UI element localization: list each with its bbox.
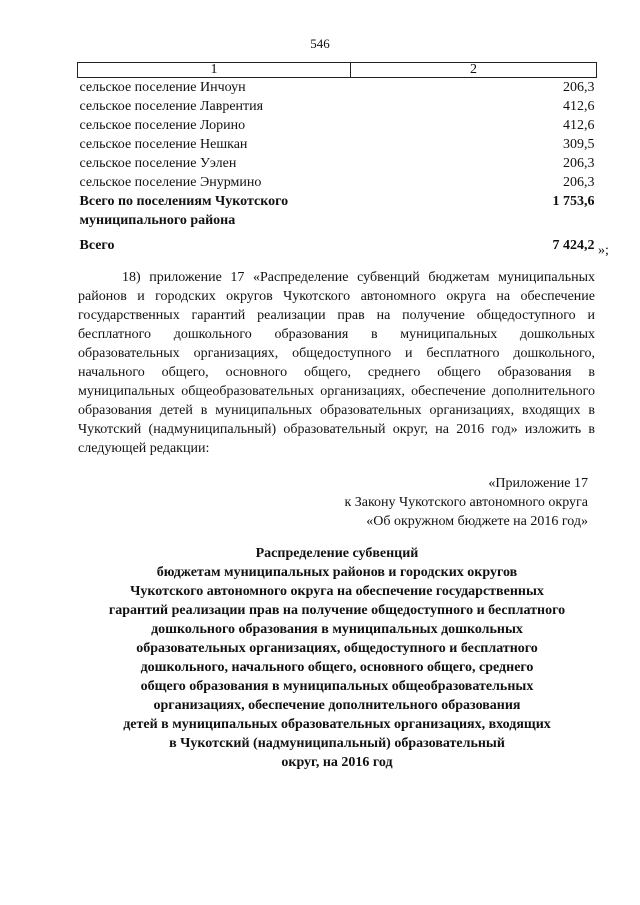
- appendix-line-2: к Закону Чукотского автономного округа: [344, 495, 588, 510]
- section-heading: [77, 544, 597, 772]
- table-row: [78, 173, 597, 192]
- row-value: 412,6: [563, 99, 595, 114]
- heading-line: Чукотского автономного округа на обеспечение государственных: [130, 584, 544, 599]
- budget-table: [77, 62, 597, 255]
- subtotal-label: [78, 192, 351, 230]
- row-name: сельское поселение Лорино: [79, 118, 246, 133]
- subtotal-label-line-1: Всего по поселениям Чукотского: [79, 194, 289, 209]
- row-name: сельское поселение Лаврентия: [79, 99, 264, 114]
- row-value: 412,6: [563, 118, 595, 133]
- heading-line: детей в муниципальных образовательных организациях, входящих: [123, 717, 551, 732]
- row-name: сельское поселение Энурмино: [79, 175, 262, 190]
- heading-line: общего образования в муниципальных общеобразовательных: [140, 679, 534, 694]
- heading-line: гарантий реализации прав на получение общедоступного и бесплатного: [108, 603, 566, 618]
- table-header-row: [78, 63, 597, 78]
- table-row: [78, 116, 597, 135]
- appendix-reference: [344, 474, 588, 531]
- appendix-line-3: «Об окружном бюджете на 2016 год»: [366, 514, 588, 529]
- subtotal-value: 1 753,6: [552, 194, 595, 209]
- subtotal-label-line-2: муниципального района: [79, 213, 236, 228]
- heading-line: Распределение субвенций: [255, 546, 419, 561]
- appendix-line-1: «Приложение 17: [488, 476, 588, 491]
- row-name: сельское поселение Уэлен: [79, 156, 237, 171]
- closing-quote-mark: »;: [598, 243, 609, 258]
- heading-line: организациях, обеспечение дополнительного образования: [153, 698, 521, 713]
- heading-line: бюджетам муниципальных районов и городских округов: [156, 565, 518, 580]
- row-value: 206,3: [563, 156, 595, 171]
- page-number: 546: [310, 36, 330, 51]
- total-value: 7 424,2: [552, 238, 595, 253]
- heading-line: дошкольного образования в муниципальных дошкольных: [151, 622, 523, 637]
- heading-line: округ, на 2016 год: [281, 755, 393, 770]
- row-value: 309,5: [563, 137, 595, 152]
- table-row: [78, 78, 597, 98]
- row-name: сельское поселение Инчоун: [79, 80, 246, 95]
- total-row: [78, 230, 597, 255]
- table-row: [78, 135, 597, 154]
- row-value: 206,3: [563, 175, 595, 190]
- column-header-1: 1: [78, 63, 351, 78]
- heading-line: образовательных организациях, общедоступного и бесплатного: [136, 641, 538, 656]
- column-header-2: 2: [351, 63, 597, 78]
- heading-line: в Чукотский (надмуниципальный) образовательный: [169, 736, 505, 751]
- amendment-paragraph: 18) приложение 17 «Распределение субвенций бюджетам муниципальных районов и городских округов Чукотского автономного округа на обеспечение государственных гарантий реализации прав на получение общедоступного и бесплатного дошкольного образования в муниципальных дошкольных образовательных организациях, общедоступного и бесплатного дошкольного, начального общего, основного общего, среднего общего образования в муниципальных общеобразовательных организациях, обеспечение дополнительного образования детей в муниципальных образовательных организациях, входящих в Чукотский (надмуниципальный) образовательный округ, на 2016 год» изложить в следующей редакции:: [78, 270, 595, 456]
- table-row: [78, 154, 597, 173]
- row-value: 206,3: [563, 80, 595, 95]
- subtotal-row: [78, 192, 597, 230]
- table-row: [78, 97, 597, 116]
- row-name: сельское поселение Нешкан: [79, 137, 248, 152]
- heading-line: дошкольного, начального общего, основного общего, среднего: [140, 660, 534, 675]
- total-label: Всего: [79, 238, 115, 253]
